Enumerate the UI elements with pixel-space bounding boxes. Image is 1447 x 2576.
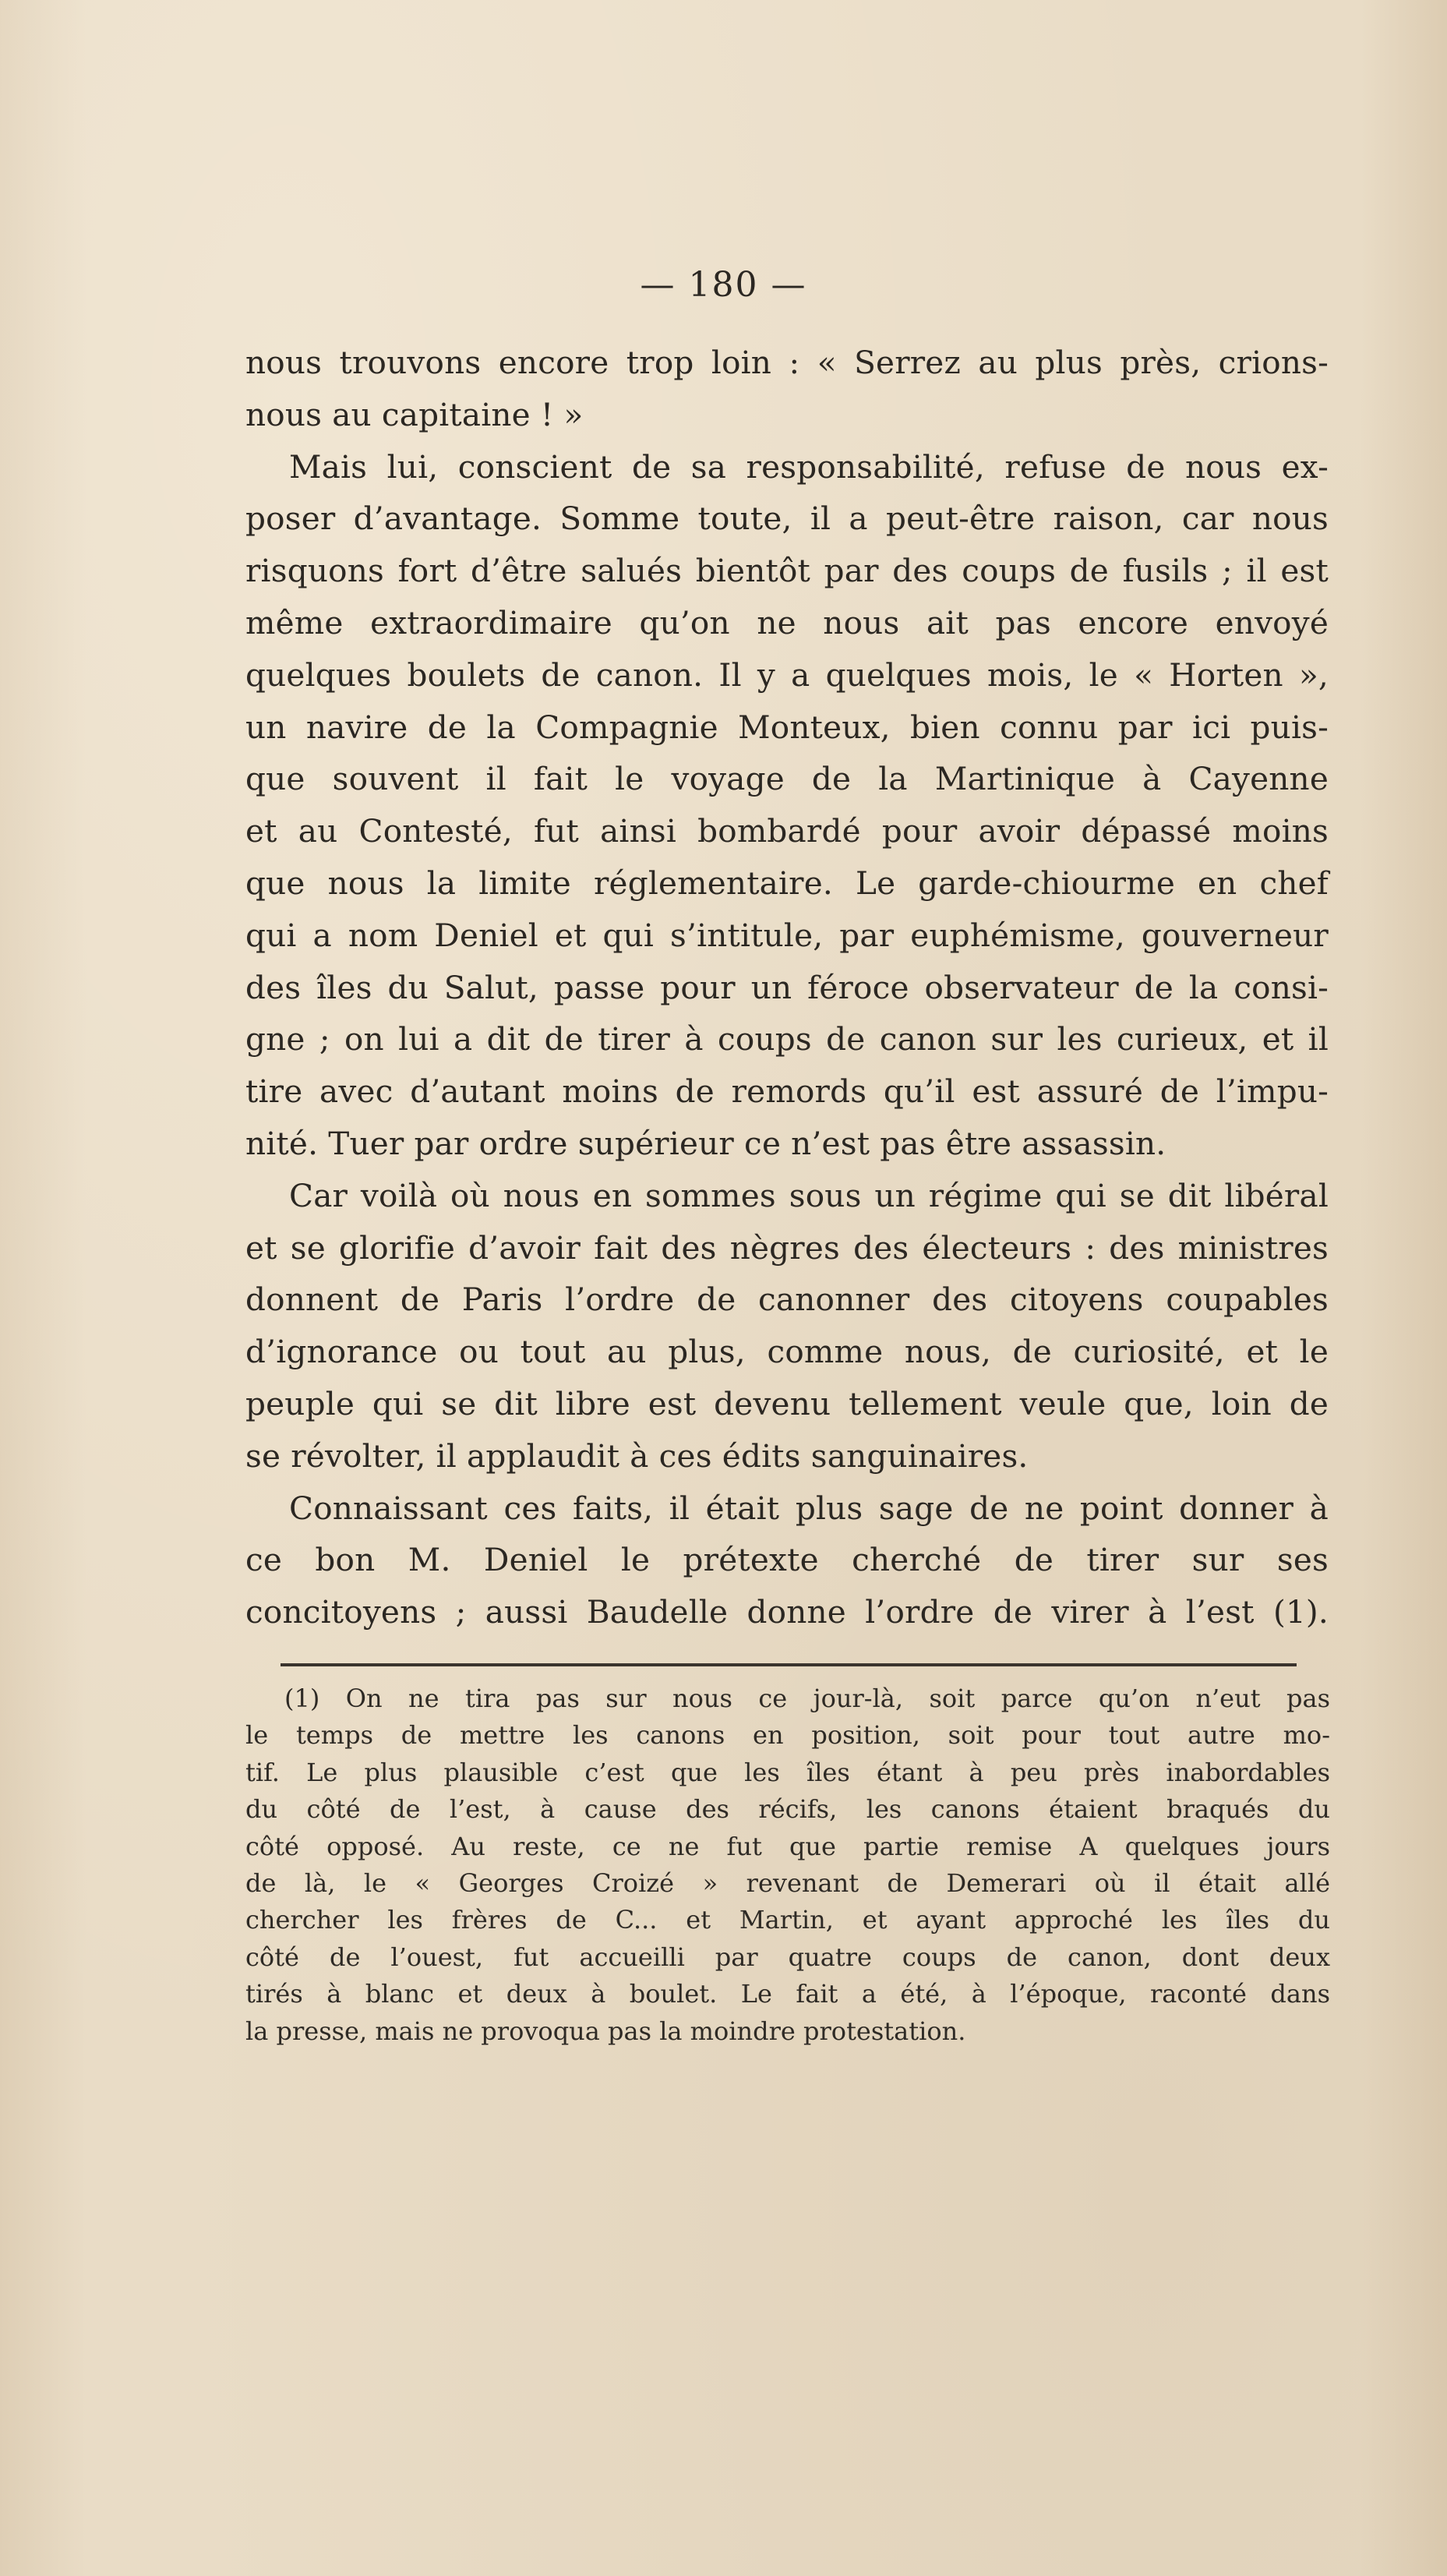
body-line: quelques boulets de canon. Il y a quelques mois, le « Horten », xyxy=(245,655,1329,694)
footnote-line: du côté de l’est, à cause des récifs, les canons étaient braqués du xyxy=(245,1794,1330,1825)
body-line: d’ignorance ou tout au plus, comme nous, de curiosité, et le xyxy=(245,1333,1329,1371)
footnote-line: côté opposé. Au reste, ce ne fut que partie remise A quelques jours xyxy=(245,1831,1330,1861)
body-line: ce bon M. Deniel le prétexte cherché de tirer sur ses xyxy=(245,1541,1329,1579)
body-line: tire avec d’autant moins de remords qu’il est assuré de l’impu- xyxy=(245,1072,1329,1111)
body-line: des îles du Salut, passe pour un féroce observateur de la consi- xyxy=(245,968,1329,1006)
body-text xyxy=(245,337,1329,1638)
footnote-line: côté de l’ouest, fut accueilli par quatre coups de canon, dont deux xyxy=(245,1942,1330,1972)
body-line: Car voilà où nous en sommes sous un régime qui se dit libéral xyxy=(289,1176,1329,1214)
footnote xyxy=(245,1680,1330,2050)
body-line: gne ; on lui a dit de tirer à coups de canon sur les curieux, et il xyxy=(245,1020,1329,1058)
body-line: concitoyens ; aussi Baudelle donne l’ordre de virer à l’est (1). xyxy=(245,1593,1329,1631)
footnote-line: tirés à blanc et deux à boulet. Le fait a été, à l’époque, raconté dans xyxy=(245,1979,1330,2009)
body-line: se révolter, il applaudit à ces édits sanguinaires. xyxy=(245,1436,1029,1475)
body-line: qui a nom Deniel et qui s’intitule, par euphémisme, gouverneur xyxy=(245,916,1329,954)
body-line: un navire de la Compagnie Monteux, bien connu par ici puis- xyxy=(245,708,1329,746)
footnote-line: chercher les frères de C... et Martin, et ayant approché les îles du xyxy=(245,1905,1330,1935)
footnote-line: de là, le « Georges Croizé » revenant de Demerari où il était allé xyxy=(245,1868,1330,1899)
body-line: nous trouvons encore trop loin : « Serrez au plus près, crions- xyxy=(245,344,1329,381)
body-line: Mais lui, conscient de sa responsabilité, refuse de nous ex- xyxy=(289,447,1329,486)
body-line: donnent de Paris l’ordre de canonner des citoyens coupables xyxy=(245,1281,1329,1319)
footnote-line: la presse, mais ne provoqua pas la moindre protestation. xyxy=(245,2016,966,2046)
body-line: et au Contesté, fut ainsi bombardé pour avoir dépassé moins xyxy=(245,812,1329,850)
footnote-line: tif. Le plus plausible c’est que les îles étant à peu près inabordables xyxy=(245,1757,1330,1787)
footnote-line: le temps de mettre les canons en position, soit pour tout autre mo- xyxy=(245,1720,1330,1751)
footnote-separator xyxy=(281,1663,1297,1666)
body-line: poser d’avantage. Somme toute, il a peut-être raison, car nous xyxy=(245,500,1329,538)
body-line: que souvent il fait le voyage de la Martinique à Cayenne xyxy=(245,760,1329,798)
body-line: nité. Tuer par ordre supérieur ce n’est pas être assassin. xyxy=(245,1124,1166,1162)
body-line: risquons fort d’être salués bientôt par des coups de fusils ; il est xyxy=(245,552,1329,590)
body-line: nous au capitaine ! » xyxy=(245,395,584,433)
body-line: peuple qui se dit libre est devenu tellement veule que, loin de xyxy=(245,1384,1329,1422)
footnote-line: (1) On ne tira pas sur nous ce jour-là, soit parce qu’on n’eut pas xyxy=(284,1684,1330,1713)
body-line: et se glorifie d’avoir fait des nègres des électeurs : des ministres xyxy=(245,1228,1329,1267)
body-line: que nous la limite réglementaire. Le garde-chiourme en chef xyxy=(245,864,1329,902)
body-line: même extraordimaire qu’on ne nous ait pas encore envoyé xyxy=(245,603,1329,641)
body-line: Connaissant ces faits, il était plus sage de ne point donner à xyxy=(289,1489,1329,1527)
page-number: — 180 — xyxy=(640,265,807,305)
